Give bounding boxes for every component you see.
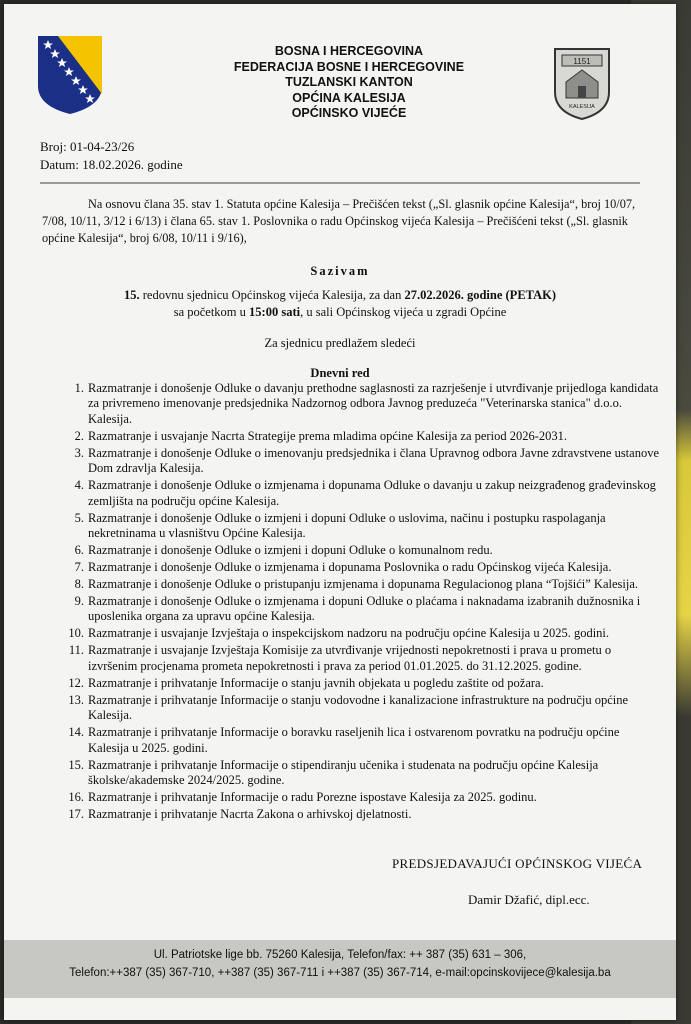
- agenda-list: [60, 381, 662, 824]
- agenda-item-text: Razmatranje i donošenje Odluke o izmjenama i dopuni Odluke o plaćama i naknadama izabranih dužnosnika i uposlenika organa za upravu općine Kalesija.: [88, 594, 641, 624]
- kalesija-coat-of-arms-icon: [552, 46, 612, 122]
- agenda-item-number: 4.: [74, 478, 84, 493]
- agenda-item: [60, 626, 662, 641]
- agenda-item: [60, 511, 662, 542]
- letterhead: [154, 44, 544, 122]
- agenda-item-number: 6.: [74, 543, 84, 558]
- agenda-item-number: 16.: [68, 790, 84, 805]
- agenda-item-text: Razmatranje i prihvatanje Informacije o boravku raseljenih lica i ostvarenom povratku na području općine Kalesija u 2025. godini.: [88, 725, 620, 755]
- agenda-item-text: Razmatranje i prihvatanje Informacije o stanju javnih objekata u pogledu zaštite od požara.: [88, 675, 544, 690]
- footer-phones: Telefon:++387 (35) 367-710, ++387 (35) 367-711 i ++387 (35) 367-714, e-mail:opcinskovijece@kalesija.ba: [69, 967, 611, 979]
- agenda-item-text: Razmatranje i usvajanje Nacrta Strategije prema mladima općine Kalesija za period 2026-2031.: [88, 428, 567, 443]
- agenda-item-number: 14.: [68, 725, 84, 740]
- footer-contact: [4, 940, 676, 998]
- session-time: 15:00 sati: [249, 305, 301, 319]
- document-date: Datum: 18.02.2026. godine: [40, 157, 183, 172]
- agenda-item: [60, 429, 662, 444]
- agenda-item-text: Razmatranje i usvajanje Izvještaja Komisije za utvrđivanje vrijednosti nepokretnosti i prava u prometu o izvršenim procjenama prometa nepokretnosti i prava za period 01.01.2025. do 31.12.2025. godine.: [88, 643, 612, 673]
- header-country: BOSNA I HERCEGOVINA: [274, 44, 424, 58]
- session-announcement: [4, 287, 676, 321]
- agenda-item-number: 2.: [74, 428, 84, 443]
- agenda-item-number: 13.: [68, 692, 84, 707]
- agenda-item-number: 9.: [74, 594, 84, 609]
- agenda-item-number: 5.: [74, 510, 84, 525]
- agenda-item-number: 12.: [68, 675, 84, 690]
- agenda-item-text: Razmatranje i usvajanje Izvještaja o inspekcijskom nadzoru na području općine Kalesija u 2025. godini.: [88, 626, 610, 641]
- header-federation: FEDERACIJA BOSNE I HERCEGOVINE: [233, 59, 465, 74]
- agenda-item-text: Razmatranje i donošenje Odluke o izmjenama i dopunama Poslovnika o radu Općinskog vijeća Kalesija.: [88, 560, 612, 575]
- crest-year-label: 1151: [573, 57, 591, 66]
- agenda-title: Dnevni red: [310, 366, 370, 380]
- agenda-item: [60, 446, 662, 477]
- agenda-item-number: 3.: [74, 445, 84, 460]
- document-number: Broj: 01-04-23/26: [40, 139, 135, 154]
- legal-basis-paragraph: Na osnovu člana 35. stav 1. Statuta općine Kalesija – Prečišćen tekst („Sl. glasnik općine Kalesija“, broj 10/07, 7/08, 10/11, 3/12 i 6/13) i člana 65. stav 1. Poslovnika o radu Općinskog vijeća Kalesija – Prečišćeni tekst („Sl. glasnik općine Kalesija“, broj 6/08, 10/11 i 9/16),: [42, 197, 636, 245]
- header-municipality: OPĆINA KALESIJA: [292, 90, 406, 105]
- agenda-item: [60, 807, 662, 822]
- session-number: 15.: [124, 288, 140, 302]
- agenda-item-text: Razmatranje i prihvatanje Informacije o stipendiranju učenika i studenata na području općine Kalesija školske/akademske 2024/2025. godine.: [88, 757, 599, 788]
- agenda-item-number: 7.: [74, 560, 84, 575]
- proposal-line: Za sjednicu predlažem sledeći: [264, 336, 416, 350]
- agenda-item: [60, 478, 662, 509]
- document-reference: [40, 138, 183, 174]
- header-canton: TUZLANSKI KANTON: [285, 75, 413, 89]
- header-council: OPĆINSKO VIJEĆE: [291, 106, 407, 120]
- agenda-item: [60, 381, 662, 427]
- agenda-item-number: 17.: [68, 807, 84, 822]
- agenda-item-text: Razmatranje i donošenje Odluke o izmjeni i dopuni Odluke o uslovima, načinu i postupku raspolaganja nekretninama u vlasništvu Općine Kalesija.: [88, 510, 606, 541]
- agenda-item-text: Razmatranje i donošenje Odluke o izmjenama i dopunama Odluke o davanju u zakup neizgrađenog građevinskog zemljišta na području općine Kalesija.: [88, 478, 656, 508]
- agenda-item: [60, 643, 662, 674]
- agenda-item-number: 10.: [68, 626, 84, 641]
- signature-title: PREDSJEDAVAJUĆI OPĆINSKOG VIJEĆA: [392, 856, 643, 871]
- footer-address: Ul. Patriotske lige bb. 75260 Kalesija, Telefon/fax: ++ 387 (35) 631 – 306,: [153, 949, 527, 961]
- crest-bottom-label: KALESIJA: [569, 104, 595, 110]
- agenda-item-number: 15.: [68, 757, 84, 772]
- agenda-item-text: Razmatranje i donošenje Odluke o pristupanju izmjenama i dopunama Regulacionog plana “Tojšići” Kalesija.: [88, 577, 638, 592]
- agenda-item-text: Razmatranje i prihvatanje Nacrta Zakona o arhivskoj djelatnosti.: [88, 807, 412, 822]
- bih-coat-of-arms-icon: [36, 34, 104, 116]
- agenda-item-number: 8.: [74, 577, 84, 592]
- agenda-item-text: Razmatranje i prihvatanje Informacije o stanju vodovodne i kanalizacione infrastrukture na području općine Kalesija.: [88, 692, 629, 723]
- agenda-item-text: Razmatranje i prihvatanje Informacije o radu Porezne ispostave Kalesija za 2025. godinu.: [88, 790, 537, 805]
- agenda-item: [60, 790, 662, 805]
- agenda-item: [60, 577, 662, 592]
- agenda-item-text: Razmatranje i donošenje Odluke o davanju prethodne saglasnosti za razrješenje i utvrđivanje prijedloga kandidata za privremeno imenovanje predsjednika Nadzornog odbora Javnog preduzeća "Veterinarska stanica" d.o.o. Kalesija.: [88, 381, 659, 426]
- signature-name: Damir Džafić, dipl.ecc.: [468, 892, 590, 907]
- agenda-item: [60, 758, 662, 789]
- agenda-item: [60, 693, 662, 724]
- agenda-item-text: Razmatranje i donošenje Odluke o imenovanju predsjednika i člana Upravnog odbora Javne zdravstvene ustanove Dom zdravlja Kalesija.: [88, 445, 659, 476]
- agenda-item: [60, 725, 662, 756]
- agenda-item-number: 11.: [68, 643, 84, 658]
- agenda-item: [60, 543, 662, 558]
- session-text-b: sa početkom u: [173, 305, 250, 319]
- session-text-a: redovnu sjednicu Općinskog vijeća Kalesija, za dan: [139, 288, 405, 302]
- session-text-c: , u sali Općinskog vijeća u zgradi Općine: [300, 305, 507, 319]
- session-date: 27.02.2026. godine (PETAK): [404, 288, 556, 302]
- agenda-item: [60, 560, 662, 575]
- document-page: [4, 4, 676, 1020]
- agenda-item: [60, 594, 662, 625]
- summon-heading: Sazivam: [310, 264, 370, 278]
- header-divider: [40, 182, 640, 184]
- agenda-item-number: 1.: [74, 381, 84, 395]
- agenda-item: [60, 676, 662, 691]
- agenda-item-text: Razmatranje i donošenje Odluke o izmjeni i dopuni Odluke o komunalnom redu.: [88, 543, 493, 558]
